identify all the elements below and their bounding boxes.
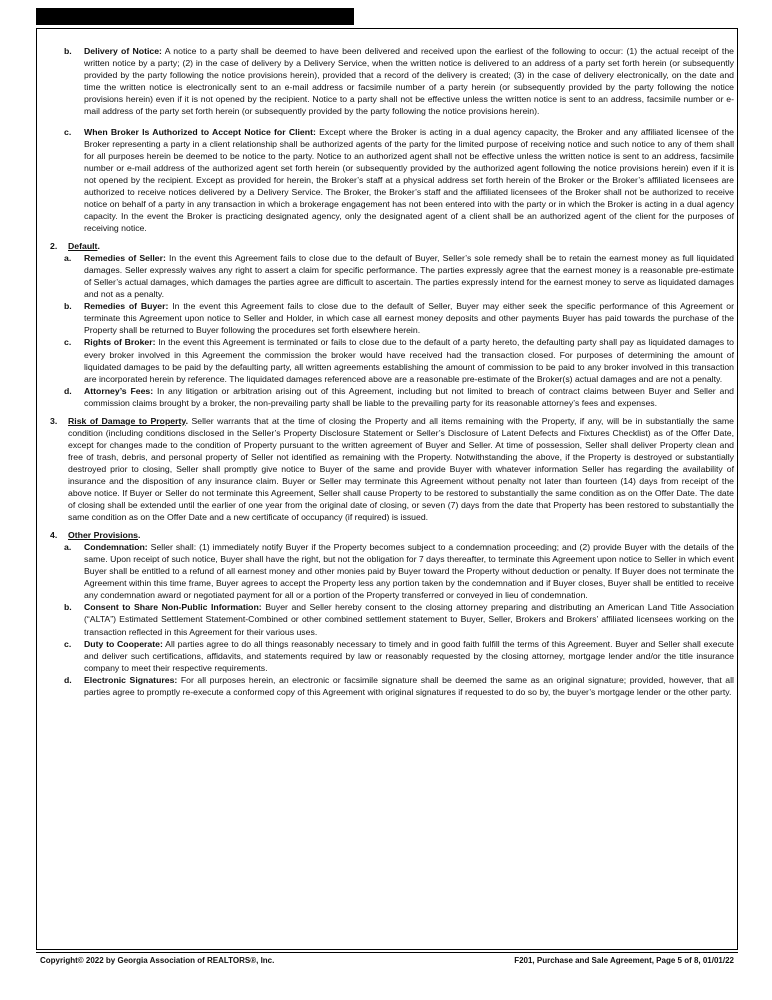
clause-text: Except where the Broker is acting in a dual agency capacity, the Broker and any affiliated licensee of the Broker representing a party in a client relationship shall be authorized agents of the party for the limited purpose of receiving notice and such notice to any of them shall for all purposes herein be deemed to be notice to the party. Notice to an authorized agent shall not be effective unless the written notice is sent to an address, facsimile number or e-mail address of the authorized agent set forth herein (or subsequently provided by the authorized agent following the notice provisions herein) even if it is not opened by the recipient. Except as provided for herein, the Broker’s staff at a physical address set forth herein of the Broker or the Broker’s affiliated licensees are authorized to receive notices delivered by a Delivery Service. The Broker, the Broker’s staff and the affiliated licensees of the Broker shall not be authorized to receive notice on behalf of a party in any transaction in which a brokerage engagement has not been entered into with the party or in which the Broker is acting in a dual agency capacity. In the event the Broker is practicing designated agency, only the designated agent of a client shall be an authorized agent of the client for the purposes of receiving notice.	[84, 126, 734, 234]
clause-letter: c.	[64, 337, 72, 348]
clause-text: In the event this Agreement fails to close due to the default of Seller, Buyer may either seek the specific performance of this Agreement or terminate this Agreement upon notice to Seller and Holder, in which case all earnest money deposits and other payments Buyer has paid towards the purchase of the Property shall be returned to Buyer following the procedures set forth elsewhere herein.	[84, 301, 734, 336]
clause-title: Electronic Signatures:	[84, 674, 178, 685]
clause-title: Delivery of Notice:	[84, 45, 162, 56]
footer-copyright: Copyright© 2022 by Georgia Association of REALTORS®, Inc.	[40, 956, 275, 965]
section-3-risk-of-damage	[46, 415, 736, 523]
section-title: Other Provisions	[68, 530, 139, 541]
clause-1c-broker-notice	[46, 126, 736, 234]
clause-letter: a.	[64, 542, 72, 553]
section-2-default	[46, 240, 736, 409]
clause-text: Seller shall: (1) immediately notify Buyer if the Property becomes subject to a condemnation proceeding; and (2) provide Buyer with the details of the same. Upon receipt of such notice, Buyer shall have the right, but not the obligation for 7 days thereafter, to terminate this Agreement upon notice to Seller in which event Buyer shall be entitled to a refund of all earnest money and other monies paid by Buyer toward the Property without deduction or penalty. If Buyer does not terminate the Agreement within this time frame, Buyer agrees to accept the Property less any portion taken by the condemnation and if Buyer closes, Buyer shall be entitled to receive any condemnation award or negotiated payment for all or a portion of the Property transferred or conveyed in lieu of condemnation.	[84, 542, 734, 601]
footer-rule-top	[36, 949, 738, 950]
clause-4c-duty-cooperate	[46, 638, 736, 674]
clause-4a-condemnation	[46, 541, 736, 601]
section-heading: 2. Default.	[50, 241, 100, 252]
clause-1b-delivery-of-notice	[46, 45, 736, 117]
clause-text: In the event this Agreement fails to close due to the default of Buyer, Seller’s sole remedy shall be to retain the earnest money as full liquidated damages. Seller expressly waives any right to assert a claim for specific performance. The parties expressly agree that the earnest money is a reasonable pre-estimate of Seller’s actual damages, which damages the parties agree are difficult to ascertain. The parties expressly intend for the earnest money to serve as liquidated damages and not as a penalty.	[84, 253, 734, 300]
clause-letter: d.	[64, 385, 72, 396]
clause-title: Attorney’s Fees:	[84, 385, 154, 396]
clause-letter: b.	[64, 301, 72, 312]
clause-2a-remedies-seller	[46, 252, 736, 300]
redacted-header-bar	[36, 8, 354, 25]
document-body	[46, 36, 736, 698]
clause-text: A notice to a party shall be deemed to have been delivered and received upon the earliest of the following to occur: (1) the actual receipt of the written notice by a party; (2) in the case of delivery by a Delivery Service, when the written notice is delivered to an address of a party set forth herein (or subsequently provided by the party following the notice provisions herein), provided that a record of the delivery is created; (3) in the case of delivery electronically, on the date and time the written notice is electronically sent to an e-mail address or facsimile number of a party herein (or subsequently provided by the party following the notice provisions herein) even if it is not opened by the recipient. Notice to a party shall not be effective unless the written notice is sent to an address, facsimile number or e-mail address of the party set forth herein (or subsequently provided by the party following the notice provisions herein).	[84, 45, 734, 116]
clause-4d-electronic-signatures	[46, 674, 736, 698]
section-number: 3.	[50, 415, 58, 426]
clause-letter: d.	[64, 674, 72, 685]
section-heading: 4. Other Provisions.	[50, 530, 141, 541]
clause-title: Remedies of Buyer:	[84, 301, 169, 312]
clause-letter: b.	[64, 602, 72, 613]
clause-title: When Broker Is Authorized to Accept Notice for Client:	[84, 126, 316, 137]
clause-text: In any litigation or arbitration arising out of this Agreement, including but not limited to breach of contract claims between Buyer and Seller and commission claims brought by a broker, the non-prevailing party shall be liable to the prevailing party for its reasonable attorney’s fees and expenses.	[84, 385, 734, 408]
clause-letter: a.	[64, 253, 72, 264]
clause-title: Duty to Cooperate:	[84, 638, 163, 649]
clause-2d-attorney-fees	[46, 385, 736, 409]
clause-2b-remedies-buyer	[46, 300, 736, 336]
clause-letter: b.	[64, 45, 72, 56]
clause-title: Rights of Broker:	[84, 337, 156, 348]
section-title: Default	[68, 241, 98, 252]
section-title: Risk of Damage to Property	[68, 415, 186, 426]
footer-rule-bottom	[36, 952, 738, 953]
clause-text: All parties agree to do all things reasonably necessary to timely and in good faith fulfill the terms of this Agreement. Buyer and Seller shall execute and deliver such certifications, affidavits, and statements required by law or reasonably requested by the closing attorney, mortgage lender and/or the title insurance company to meet their respective requirements.	[84, 638, 734, 673]
clause-text: In the event this Agreement is terminated or fails to close due to the default of a party hereto, the defaulting party shall pay as liquidated damages to every broker involved in this Agreement the commission the broker would have received had the transaction closed. For purposes of determining the amount of liquidated damages to be paid by the defaulting party, all written agreements establishing the amount of commission to be paid to any broker involved in this transaction are incorporated herein by reference. The liquidated damages referenced above are a reasonable pre-estimate of the Broker(s) actual damages and are not a penalty.	[84, 337, 734, 384]
clause-2c-rights-broker	[46, 336, 736, 384]
clause-4b-consent-share	[46, 601, 736, 637]
clause-text: Buyer and Seller hereby consent to the closing attorney preparing and distributing an American Land Title Association (“ALTA”) Estimated Settlement Statement-Combined or other combined settlement statement to Buyer, Seller, Brokers and Brokers’ affiliated licensees working on the transaction reflected in this Agreement for their various uses.	[84, 602, 734, 637]
clause-title: Consent to Share Non-Public Information:	[84, 602, 262, 613]
clause-title: Remedies of Seller:	[84, 253, 166, 264]
section-number: 2.	[50, 241, 58, 252]
section-3-text: 3. Risk of Damage to Property. Seller warrants that at the time of closing the Property and all items remaining with the Property, if any, will be in substantially the same condition (including conditions disclosed in the Seller’s Property Disclosure Statement or Seller’s Disclosure of Latent Defects and Fixtures Checklist) as of the Offer Date, except for changes made to the condition of Property pursuant to the written agreement of Buyer and Seller. At time of possession, Seller shall deliver Property clean and free of trash, debris, and personal property of Seller not identified as remaining with the Property. Notwithstanding the above, if the Property is destroyed or substantially destroyed prior to closing, Seller shall promptly give notice to Buyer of the same and provide Buyer with whatever information Seller has regarding the availability of insurance and the disposition of any insurance claim. Buyer or Seller may terminate this Agreement without penalty not later than fourteen (14) days from receipt of the above notice. If Buyer or Seller do not terminate this Agreement, Seller shall cause Property to be restored to substantially the same condition as on the Offer Date. The date of closing shall be extended until the earlier of one year from the original date of closing, or seven (7) days from the date that Property has been restored to substantially the same condition as on the Offer Date and a new certificate of occupancy (if required) is issued.	[50, 415, 734, 523]
footer-form-id: F201, Purchase and Sale Agreement, Page 5 of 8, 01/01/22	[514, 956, 734, 965]
clause-letter: c.	[64, 638, 72, 649]
section-text: Seller warrants that at the time of closing the Property and all items remaining with the Property, if any, will be in substantially the same condition (including conditions disclosed in the Seller’s Property Disclosure Statement or Seller’s Disclosure of Latent Defects and Fixtures Checklist) as of the Offer Date, except for changes made to the condition of Property pursuant to the written agreement of Buyer and Seller. At time of possession, Seller shall deliver Property clean and free of trash, debris, and personal property of Seller not identified as remaining with the Property. Notwithstanding the above, if the Property is destroyed or substantially destroyed prior to closing, Seller shall promptly give notice to Buyer of the same and provide Buyer with whatever information Seller has regarding the availability of insurance and the disposition of any insurance claim. Buyer or Seller may terminate this Agreement without penalty not later than fourteen (14) days from receipt of the above notice. If Buyer or Seller do not terminate this Agreement, Seller shall cause Property to be restored to substantially the same condition as on the Offer Date. The date of closing shall be extended until the earlier of one year from the original date of closing, or seven (7) days from the date that Property has been restored to substantially the same condition as on the Offer Date and a new certificate of occupancy (if required) is issued.	[68, 415, 734, 523]
clause-letter: c.	[64, 126, 72, 137]
section-4-other-provisions	[46, 529, 736, 698]
clause-title: Condemnation:	[84, 542, 148, 553]
clause-text: For all purposes herein, an electronic or facsimile signature shall be deemed the same as an original signature; provided, however, that all parties agree to promptly re-execute a conformed copy of this Agreement with original signatures if requested to do so by, the buyer’s mortgage lender or the other party.	[84, 674, 734, 697]
section-number: 4.	[50, 530, 58, 541]
